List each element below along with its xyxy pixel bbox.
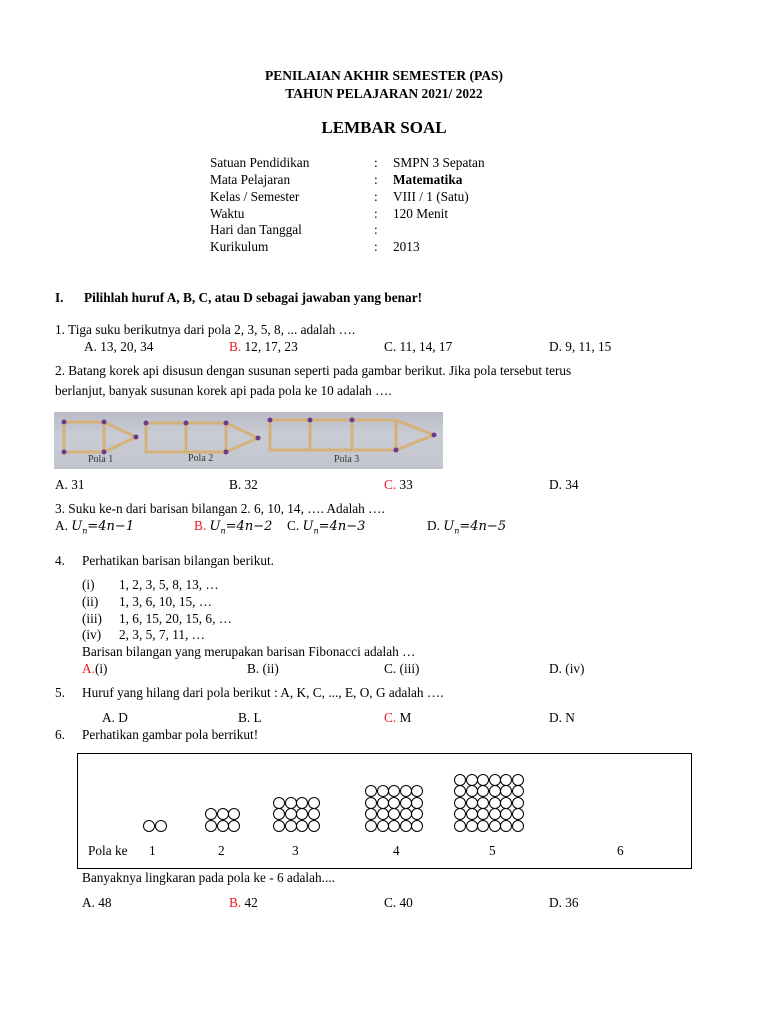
q4-option-d: D. (iv) xyxy=(549,661,585,676)
question-5-text: Huruf yang hilang dari pola berikut : A, K, C, ..., E, O, G adalah …. xyxy=(82,685,444,700)
pattern-circle xyxy=(400,820,412,832)
pattern-circle xyxy=(143,820,155,832)
q2-option-b: B. 32 xyxy=(229,477,258,492)
info-separator: : xyxy=(374,189,378,204)
pattern-circle xyxy=(296,820,308,832)
question-6-text: Perhatikan gambar pola berrikut! xyxy=(82,727,259,742)
sequence-roman: (ii) xyxy=(82,594,99,609)
question-4-text: Perhatikan barisan bilangan berikut. xyxy=(82,553,275,568)
pattern-circle xyxy=(365,785,377,797)
q2-option-a: A. 31 xyxy=(55,477,85,492)
pattern-circle xyxy=(454,820,466,832)
pattern-circle xyxy=(489,785,501,797)
question-1-text: 1. Tiga suku berikutnya dari pola 2, 3, 5, 8, ... adalah …. xyxy=(55,322,356,337)
pattern-circle xyxy=(477,820,489,832)
exam-heading: PENILAIAN AKHIR SEMESTER (PAS) xyxy=(265,68,503,83)
pattern-circle xyxy=(411,785,423,797)
pattern-circle xyxy=(205,808,217,820)
pattern-number: 6 xyxy=(617,843,624,858)
figure-label: Pola 3 xyxy=(334,454,360,465)
answer-mark: C. xyxy=(384,477,397,492)
info-separator: : xyxy=(374,222,378,237)
pattern-circle xyxy=(466,808,478,820)
q4-option-b: B. (ii) xyxy=(247,661,279,676)
q3-option-c: C. $U_n=4n-3$ xyxy=(287,518,366,536)
q1-option-d: D. 9, 11, 15 xyxy=(549,339,612,354)
pattern-circle xyxy=(512,820,524,832)
pattern-circle xyxy=(500,785,512,797)
pattern-circle xyxy=(400,797,412,809)
q5-option-c: C. M xyxy=(384,710,412,725)
pattern-circle xyxy=(308,808,320,820)
q5-option-d: D. N xyxy=(549,710,575,725)
answer-mark: A. xyxy=(82,661,95,676)
pattern-circle xyxy=(228,808,240,820)
pattern-circle xyxy=(273,820,285,832)
pattern-circle xyxy=(273,808,285,820)
pattern-circle xyxy=(400,808,412,820)
pattern-number: 2 xyxy=(218,843,225,858)
q6-option-a: A. 48 xyxy=(82,895,112,910)
sequence-roman: (iii) xyxy=(82,611,102,626)
pattern-circle xyxy=(308,797,320,809)
pattern-circle xyxy=(308,820,320,832)
q6-option-b: B. 42 xyxy=(229,895,258,910)
q6-option-d: D. 36 xyxy=(549,895,579,910)
answer-mark: B. xyxy=(229,895,242,910)
pattern-circle xyxy=(454,774,466,786)
answer-mark: B. xyxy=(229,339,242,354)
figure-label: Pola 1 xyxy=(88,454,114,465)
q1-option-c: C. 11, 14, 17 xyxy=(384,339,453,354)
page-title: LEMBAR SOAL xyxy=(321,118,447,137)
pattern-circle xyxy=(155,820,167,832)
q3-option-a: A. $U_n=4n-1$ xyxy=(55,518,135,536)
pattern-circle xyxy=(205,820,217,832)
info-value: SMPN 3 Sepatan xyxy=(393,155,485,170)
pattern-circle xyxy=(500,797,512,809)
pattern-circle xyxy=(228,820,240,832)
answer-mark: B. xyxy=(194,518,207,533)
q3-option-d: D. $U_n=4n-5$ xyxy=(427,518,507,536)
info-separator: : xyxy=(374,206,378,221)
info-value: Matematika xyxy=(393,172,463,187)
info-separator: : xyxy=(374,172,378,187)
pattern-circle xyxy=(477,785,489,797)
info-label: Mata Pelajaran xyxy=(210,172,291,187)
pattern-circle xyxy=(273,797,285,809)
question-2-text: 2. Batang korek api disusun dengan susunan seperti pada gambar berikut. Jika pola tersebut terus xyxy=(55,363,572,378)
pattern-circle xyxy=(217,820,229,832)
pattern-axis-label: Pola ke xyxy=(88,843,128,858)
pattern-circle xyxy=(512,774,524,786)
info-label: Hari dan Tanggal xyxy=(210,222,302,237)
sequence-values: 1, 3, 6, 10, 15, … xyxy=(119,594,213,609)
pattern-circle xyxy=(466,820,478,832)
pattern-circle xyxy=(377,797,389,809)
info-label: Satuan Pendidikan xyxy=(210,155,310,170)
q2-option-d: D. 34 xyxy=(549,477,579,492)
pattern-circle xyxy=(377,808,389,820)
info-separator: : xyxy=(374,239,378,254)
pattern-circle xyxy=(454,808,466,820)
question-4-prompt: Barisan bilangan yang merupakan barisan Fibonacci adalah … xyxy=(82,644,416,659)
answer-mark: C. xyxy=(384,710,397,725)
sequence-values: 1, 2, 3, 5, 8, 13, … xyxy=(119,577,219,592)
info-value: 2013 xyxy=(393,239,420,254)
section-number: I. xyxy=(55,290,64,305)
info-separator: : xyxy=(374,155,378,170)
info-label: Kurikulum xyxy=(210,239,269,254)
pattern-circle xyxy=(285,808,297,820)
pattern-circle xyxy=(411,808,423,820)
pattern-circle xyxy=(454,785,466,797)
q5-option-a: A. D xyxy=(102,710,128,725)
info-label: Waktu xyxy=(210,206,245,221)
pattern-circle xyxy=(365,797,377,809)
q1-option-b: B. 12, 17, 23 xyxy=(229,339,298,354)
q5-option-b: B. L xyxy=(238,710,262,725)
sequence-roman: (i) xyxy=(82,577,95,592)
pattern-circle xyxy=(365,820,377,832)
question-6-number: 6. xyxy=(55,727,65,742)
pattern-circle xyxy=(477,774,489,786)
question-5-number: 5. xyxy=(55,685,65,700)
pattern-circle xyxy=(285,797,297,809)
pattern-circle xyxy=(500,820,512,832)
pattern-circle xyxy=(388,820,400,832)
circle-pattern-figure xyxy=(77,753,692,869)
figure-label: Pola 2 xyxy=(188,453,214,464)
pattern-circle xyxy=(411,820,423,832)
pattern-circle xyxy=(500,774,512,786)
pattern-circle xyxy=(411,797,423,809)
question-3-text: 3. Suku ke-n dari barisan bilangan 2. 6, 10, 14, …. Adalah …. xyxy=(55,501,385,516)
pattern-circle xyxy=(454,797,466,809)
pattern-circle xyxy=(296,808,308,820)
pattern-circle xyxy=(217,808,229,820)
q4-option-a: A.(i) xyxy=(82,661,108,676)
info-value: 120 Menit xyxy=(393,206,449,221)
pattern-circle xyxy=(377,820,389,832)
pattern-circle xyxy=(377,785,389,797)
pattern-circle xyxy=(500,808,512,820)
pattern-circle xyxy=(477,808,489,820)
pattern-circle xyxy=(489,774,501,786)
pattern-number: 4 xyxy=(393,843,400,858)
sequence-roman: (iv) xyxy=(82,627,102,642)
sequence-values: 1, 6, 15, 20, 15, 6, … xyxy=(119,611,233,626)
pattern-number: 5 xyxy=(489,843,496,858)
q2-option-c: C. 33 xyxy=(384,477,413,492)
question-6-prompt: Banyaknya lingkaran pada pola ke - 6 adalah.... xyxy=(82,870,335,885)
school-year: TAHUN PELAJARAN 2021/ 2022 xyxy=(285,86,483,101)
pattern-number: 3 xyxy=(292,843,299,858)
pattern-circle xyxy=(489,820,501,832)
pattern-circle xyxy=(466,785,478,797)
pattern-circle xyxy=(466,774,478,786)
pattern-circle xyxy=(477,797,489,809)
q1-option-a: A. 13, 20, 34 xyxy=(84,339,154,354)
pattern-circle xyxy=(512,797,524,809)
pattern-circle xyxy=(400,785,412,797)
pattern-circle xyxy=(489,797,501,809)
pattern-number: 1 xyxy=(149,843,156,858)
sequence-values: 2, 3, 5, 7, 11, … xyxy=(119,627,205,642)
pattern-circle xyxy=(466,797,478,809)
pattern-circle xyxy=(365,808,377,820)
pattern-circle xyxy=(512,785,524,797)
info-label: Kelas / Semester xyxy=(210,189,300,204)
section-instruction: Pilihlah huruf A, B, C, atau D sebagai jawaban yang benar! xyxy=(84,290,423,305)
question-2-text-cont: berlanjut, banyak susunan korek api pada pola ke 10 adalah …. xyxy=(55,383,392,398)
pattern-circle xyxy=(388,808,400,820)
question-4-number: 4. xyxy=(55,553,65,568)
q6-option-c: C. 40 xyxy=(384,895,413,910)
q4-option-c: C. (iii) xyxy=(384,661,420,676)
q3-option-b: B. $U_n=4n-2$ xyxy=(194,518,273,536)
pattern-circle xyxy=(388,797,400,809)
pattern-circle xyxy=(285,820,297,832)
pattern-circle xyxy=(388,785,400,797)
info-value: VIII / 1 (Satu) xyxy=(393,189,469,204)
pattern-circle xyxy=(489,808,501,820)
pattern-circle xyxy=(296,797,308,809)
pattern-circle xyxy=(512,808,524,820)
matchstick-figure xyxy=(54,412,443,469)
